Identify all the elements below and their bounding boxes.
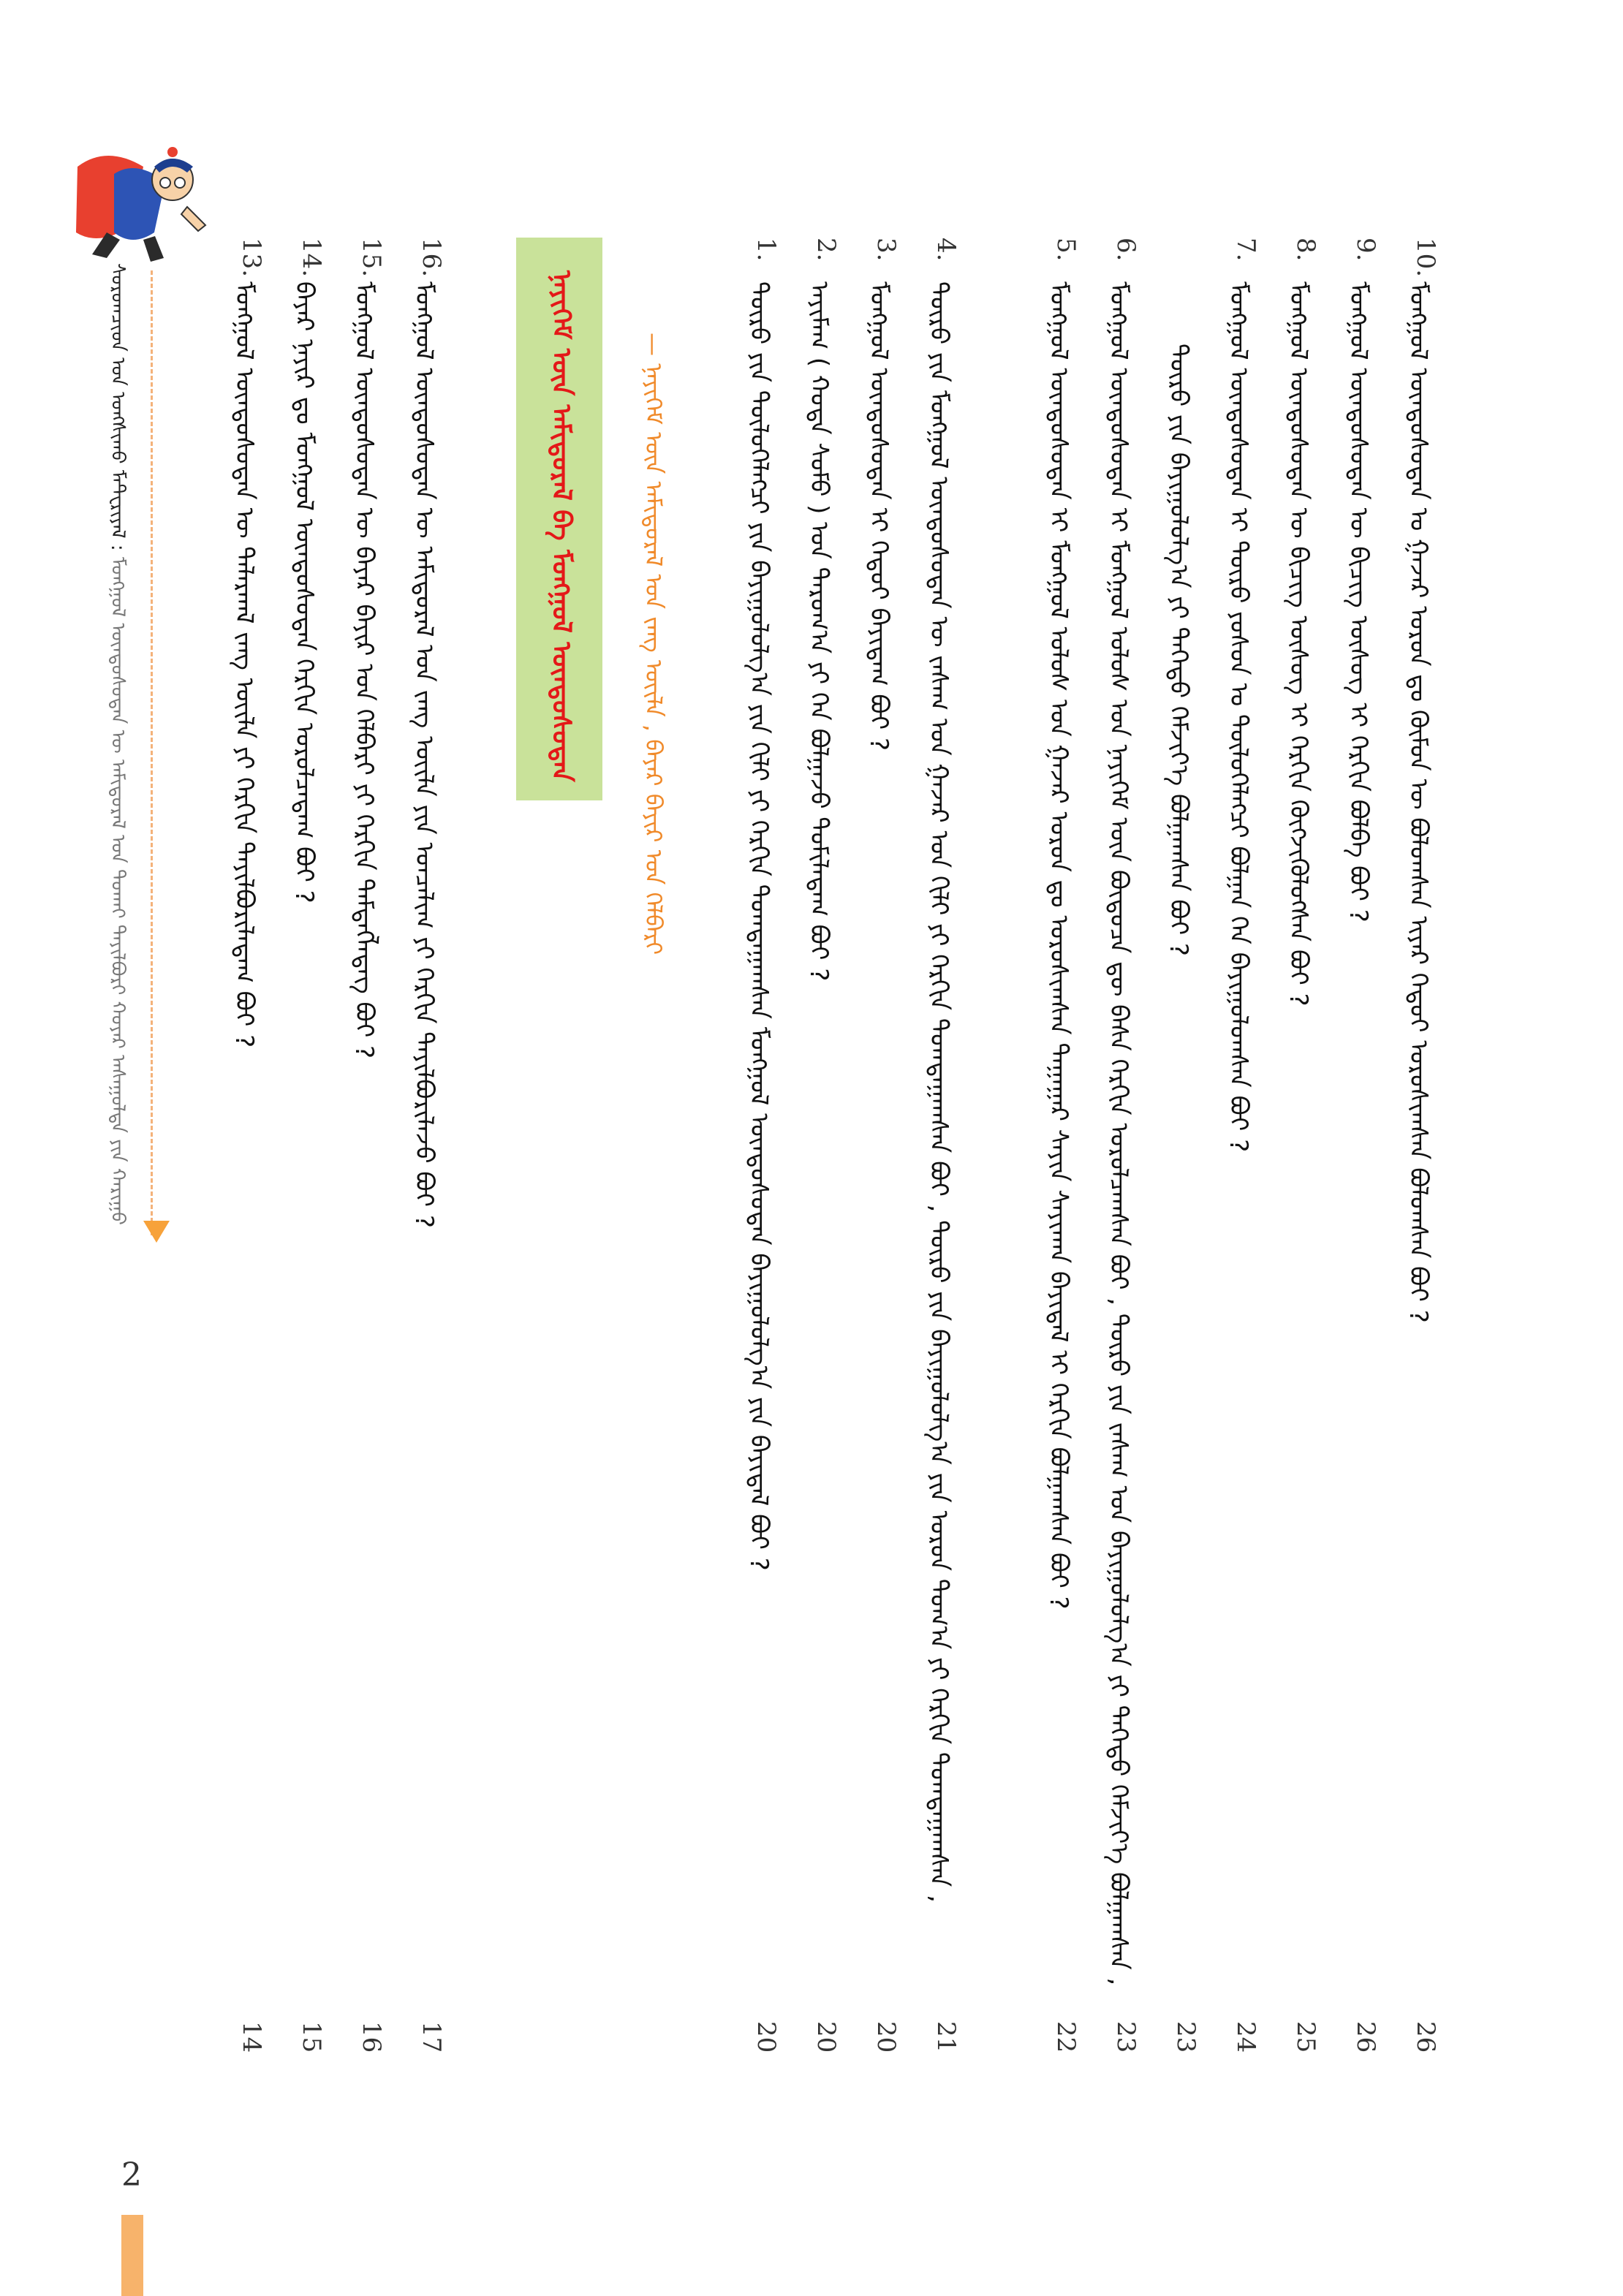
toc-entry-5[interactable] [1035,238,1081,2065]
toc-page: 22 [1051,2021,1081,2053]
toc-entry-7[interactable] [1215,238,1260,2065]
toc-page: 21 [931,2021,961,2053]
flying-boy-mascot-icon [63,137,216,269]
toc-entry-15[interactable] [341,238,386,2065]
toc-text: ᠲᠥᠷᠥ ᠶᠢᠨ ᠲᠥᠯᠦᠭᠡᠯᠡᠭᠴᠢ ᠶᠢᠨ ᠪᠠᠶᠢᠭᠤᠯᠤᠯᠭ᠎ᠠ ᠶᠢᠨ ᠬᠢᠯᠢ ᠶᠢ ᠬᠡᠷᠬᠢᠨ ᠲᠣᠭᠲᠠᠭᠠᠭᠰᠠᠨ ᠮᠣᠩᠭᠣᠯ ᠦᠨᠳᠦᠰᠦᠲᠡᠨ ᠪᠠᠶᠢᠭᠤᠯᠤᠯᠭ᠎ᠠ ᠶᠢᠨ ᠪᠠᠶᠢᠳᠠᠯ ᠪᠤᠢ ? [744,281,773,1571]
toc-text: ᠮᠣᠩᠭᠣᠯ ᠦᠨᠳᠦᠰᠦᠲᠡᠨ ᠤ ᠭᠠᠵᠠᠷ ᠤᠷᠤᠨ ᠳᠤ ᠬᠦᠮᠦᠨ ᠦ ᠪᠣᠯᠤᠭᠰᠠᠨ ᠢᠶᠠᠷ ᠬᠡᠳᠦᠢ ᠣᠷᠣᠰᠢᠭᠰᠠᠨ ᠪᠣᠯᠤᠭᠰᠠᠨ ᠪᠤᠢ ? [1404,281,1433,1323]
toc-number: 5. [1051,238,1081,262]
toc-number: 16. [417,238,446,278]
toc-entry-16[interactable] [401,238,446,2065]
toc-text: ᠮᠣᠩᠭᠣᠯ ᠦᠨᠳᠦᠰᠦᠲᠡᠨ ᠦ ᠪᠢᠴᠢᠭ ᠦᠰᠦᠭ ᠢ ᠬᠡᠷᠬᠢᠨ ᠬᠥᠭᠵᠢᠭᠦᠯᠦᠭᠰᠡᠨ ᠪᠤᠢ ? [1284,281,1313,1007]
toc-text: ᠮᠣᠩᠭᠣᠯ ᠦᠨᠳᠦᠰᠦᠲᠡᠨ ᠦ ᠪᠢᠴᠢᠭ ᠦᠰᠦᠭ ᠢ ᠬᠡᠷᠬᠢᠨ ᠪᠣᠯᠪᠠ ᠪᠤᠢ ? [1344,281,1373,922]
toc-number: 3. [871,238,901,262]
toc-entry-13[interactable] [221,238,266,2065]
footer-note [101,263,130,1225]
footer-dashed-line [151,270,154,1235]
toc-page: 15 [297,2021,326,2053]
toc-text: ᠮᠣᠩᠭᠣᠯ ᠦᠨᠳᠦᠰᠦᠲᠡᠨ ᠦ ᠠᠮᠢᠳᠤᠷᠠᠯ ᠤᠨ ᠵᠠᠩ ᠦᠢᠯᠡ ᠶᠢᠨ ᠣᠨᠴᠠᠯᠢᠭ ᠶᠢ ᠬᠡᠷᠬᠢᠨ ᠲᠠᠶᠢᠯᠪᠤᠷᠢᠯᠠᠵᠤ ᠪᠤᠢ ? [409,281,439,1228]
toc-text: ᠮᠣᠩᠭᠣᠯ ᠦᠨᠳᠦᠰᠦᠲᠡᠨ ᠢ ᠮᠣᠩᠭᠣᠯ ᠤᠯᠤᠰ ᠤᠨ ᠭᠠᠵᠠᠷ ᠤᠷᠤᠨ ᠳᠤ ᠣᠷᠣᠰᠢᠭᠰᠠᠨ ᠳᠠᠭᠠᠭᠠᠷ ᠰᠠᠶᠢᠨ ᠰᠠᠶᠢᠬᠠᠨ ᠪᠠᠶᠢᠳᠠᠯ ᠢ ᠬᠡᠷᠬᠢᠨ ᠪᠣᠯᠭᠠᠭᠰᠠᠨ ᠪᠤᠢ ? [1044,281,1073,1610]
toc-number: 1. [752,238,781,262]
toc-number: 9. [1351,238,1380,262]
toc-page: 20 [871,2021,901,2053]
toc-number: 6. [1111,238,1140,262]
toc-entry-8[interactable] [1275,238,1320,2065]
toc-text: ᠠᠶᠢᠮᠠᠭ ( ᠬᠣᠲᠠ ᠰᠤᠮᠤ ) ᠤᠨ ᠳᠠᠷᠤᠭ᠎ᠠ ᠶᠢ ᠬᠡᠨ ᠪᠣᠯᠭᠠᠵᠤ ᠲᠣᠮᠢᠯᠠᠳᠠᠭ ᠪᠤᠢ ? [804,281,833,982]
toc-page: 17 [417,2021,446,2053]
toc-page: 26 [1411,2021,1440,2053]
footer-label-rest: ᠮᠣᠩᠭᠣᠯ ᠦᠨᠳᠦᠰᠦᠲᠡᠨ ᠦ ᠠᠮᠢᠳᠤᠷᠠᠯ ᠤᠨ ᠲᠤᠬᠠᠢ ᠲᠠᠶᠢᠯᠪᠤᠷᠢ ᠬᠣᠶᠠᠷ ᠠᠰᠠᠭᠤᠯᠲᠠ ᠶᠢᠨ ᠬᠠᠷᠢᠭᠤ [107,556,129,1225]
toc-entry-6[interactable] [1095,238,1140,2065]
toc-page: 24 [1231,2021,1260,2053]
toc-entry-10[interactable] [1395,238,1440,2065]
toc-entry-9[interactable] [1335,238,1380,2065]
toc-number: 4. [931,238,961,262]
page-number: 2 [121,2156,142,2194]
toc-page: 16 [357,2021,386,2053]
toc-entry-4[interactable] [915,238,961,2065]
toc-text: ᠲᠥᠷᠥ ᠶᠢᠨ ᠪᠠᠶᠢᠭᠤᠯᠤᠯᠭ᠎ᠠ ᠶᠢ ᠳᠡᠭᠡᠳᠦ ᠬᠡᠮᠵᠢᠶ᠎ᠡ ᠪᠣᠯᠭᠠᠭᠰᠠᠨ ᠪᠤᠢ ? [1164,344,1193,956]
toc-entry-14[interactable] [281,238,326,2065]
toc-number: 2. [812,238,841,262]
toc-page: 26 [1351,2021,1380,2053]
toc-number: 7. [1231,238,1260,262]
toc-text: ᠪᠠᠶᠠᠷ ᠨᠠᠶᠢᠷ ᠳᠤ ᠮᠣᠩᠭᠣᠯ ᠦᠨᠳᠦᠰᠦᠲᠡᠨ ᠬᠡᠷᠬᠢᠨ ᠣᠷᠣᠯᠴᠠᠳᠠᠭ ᠪᠤᠢ ? [290,281,319,903]
toc-text: ᠮᠣᠩᠭᠣᠯ ᠦᠨᠳᠦᠰᠦᠲᠡᠨ ᠢ ᠲᠥᠷᠥ ᠶᠣᠰᠣᠨ ᠤ ᠲᠥᠯᠦᠭᠡᠯᠡᠭᠴᠢ ᠪᠣᠯᠭᠠᠨ ᠬᠡᠨ ᠪᠠᠶᠢᠭᠤᠯᠤᠭᠰᠠᠨ ᠪᠤᠢ ? [1224,281,1253,1153]
toc-entry-2[interactable] [795,238,841,2065]
toc-number: 14. [297,238,326,278]
section-dash: — [640,333,667,356]
toc-number [1155,238,1200,281]
toc-entry-7-continued[interactable] [1155,238,1200,2065]
toc-text: ᠮᠣᠩᠭᠣᠯ ᠦᠨᠳᠦᠰᠦᠲᠡᠨ ᠦ ᠲᠠᠯᠠᠷᠬᠠᠯ ᠵᠠᠩ ᠦᠢᠯᠡ ᠶᠢ ᠬᠡᠷᠬᠢᠨ ᠲᠠᠶᠢᠯᠪᠤᠷᠢᠯᠠᠳᠠᠭ ᠪᠤᠢ ? [230,281,259,1048]
toc-number: 10. [1411,238,1440,278]
toc-page: 20 [752,2021,781,2053]
toc-number: 8. [1291,238,1320,262]
toc-text: ᠮᠣᠩᠭᠣᠯ ᠦᠨᠳᠦᠰᠦᠲᠡᠨ ᠢ ᠬᠡᠳᠦᠢ ᠪᠠᠶᠢᠳᠠᠭ ᠪᠤᠢ ? [864,281,893,751]
toc-page: 25 [1291,2021,1320,2053]
toc-text: ᠲᠥᠷᠥ ᠶᠢᠨ ᠮᠣᠩᠭᠣᠯ ᠦᠨᠳᠦᠰᠦᠲᠡᠨ ᠦ ᠵᠠᠰᠠᠭ ᠤᠨ ᠭᠠᠵᠠᠷ ᠤᠨ ᠬᠢᠯᠢ ᠶᠢ ᠬᠡᠷᠬᠢᠨ ᠲᠣᠭᠲᠠᠭᠠᠭᠰᠠᠨ ᠪᠤᠢ , ᠲᠥᠷᠥ ᠶᠢᠨ ᠪᠠᠶᠢᠭᠤᠯᠤᠯᠭ᠎ᠠ ᠶᠢᠨ ᠣᠷᠣᠨ ᠲᠣᠭ᠎ᠠ ᠶᠢ ᠬᠡᠷᠬᠢᠨ ᠲᠣᠭᠲᠠᠭᠠᠭᠰᠠᠨ , [924,281,953,1903]
section-subtitle-text: ᠨᠡᠶᠢᠭᠡᠮ ᠦᠨ ᠠᠮᠢᠳᠤᠷᠠᠯ ᠤᠨ ᠵᠠᠩ ᠦᠢᠯᠡ , ᠪᠠᠶᠠᠷ ᠪᠠᠶᠢᠷ ᠤᠨ ᠬᠡᠯᠪᠡᠷᠢ [640,363,667,955]
footer-arrow-icon [143,1221,170,1243]
toc-page: 23 [1111,2021,1140,2053]
toc-text: ᠮᠣᠩᠭᠣᠯ ᠦᠨᠳᠦᠰᠦᠲᠡᠨ ᠢ ᠮᠣᠩᠭᠣᠯ ᠤᠯᠤᠰ ᠤᠨ ᠨᠡᠶᠢᠭᠡᠮ ᠦᠨ ᠪᠦᠲᠦᠴᠡ ᠳᠦ ᠪᠠᠰᠠ ᠬᠡᠷᠬᠢᠨ ᠣᠷᠣᠯᠴᠠᠭᠰᠠᠨ ᠪᠤᠢ , ᠲᠥᠷᠥ ᠶᠢᠨ ᠵᠠᠰᠠᠭ ᠤᠨ ᠪᠠᠶᠢᠭᠤᠯᠤᠯᠭ᠎ᠠ ᠶᠢ ᠳᠡᠭᠡᠳᠦ ᠬᠡᠮᠵᠢᠶ᠎ᠡ ᠪᠣᠯᠭᠠᠭᠰᠠᠨ , [1104,281,1133,1986]
section-subtitle [633,333,668,955]
toc-page: 23 [1171,2021,1200,2053]
toc-entry-1[interactable] [735,238,781,2065]
section-header [516,238,602,800]
section-title: ᠨᠡᠶᠢᠭᠡᠮ ᠦᠨ ᠠᠮᠢᠳᠤᠷᠠᠯ ᠪᠠ ᠮᠣᠩᠭᠣᠯ ᠦᠨᠳᠦᠰᠦᠲᠡᠨ [546,270,576,782]
toc-entry-3[interactable] [855,238,901,2065]
toc-number: 13. [237,238,266,278]
toc-number: 15. [357,238,386,278]
page-edge-tab [121,2215,143,2296]
toc-page: 20 [812,2021,841,2053]
toc-page: 14 [237,2021,266,2053]
footer-label: ᠰᠤᠷᠤᠭᠴᠢᠳ ᠤᠨ ᠤᠩᠰᠢᠬᠤ ᠮᠠᠲᠸᠷᠢᠶᠠᠯ : [107,263,129,551]
toc-text: ᠮᠣᠩᠭᠣᠯ ᠦᠨᠳᠦᠰᠦᠲᠡᠨ ᠦ ᠪᠠᠶᠠᠷ ᠪᠠᠶᠢᠷ ᠤᠨ ᠬᠡᠯᠪᠡᠷᠢ ᠶᠢ ᠬᠡᠷᠬᠢᠨ ᠲᠡᠮᠳᠡᠭᠯᠡᠳᠡᠭ ᠪᠤᠢ ? [349,281,379,1059]
